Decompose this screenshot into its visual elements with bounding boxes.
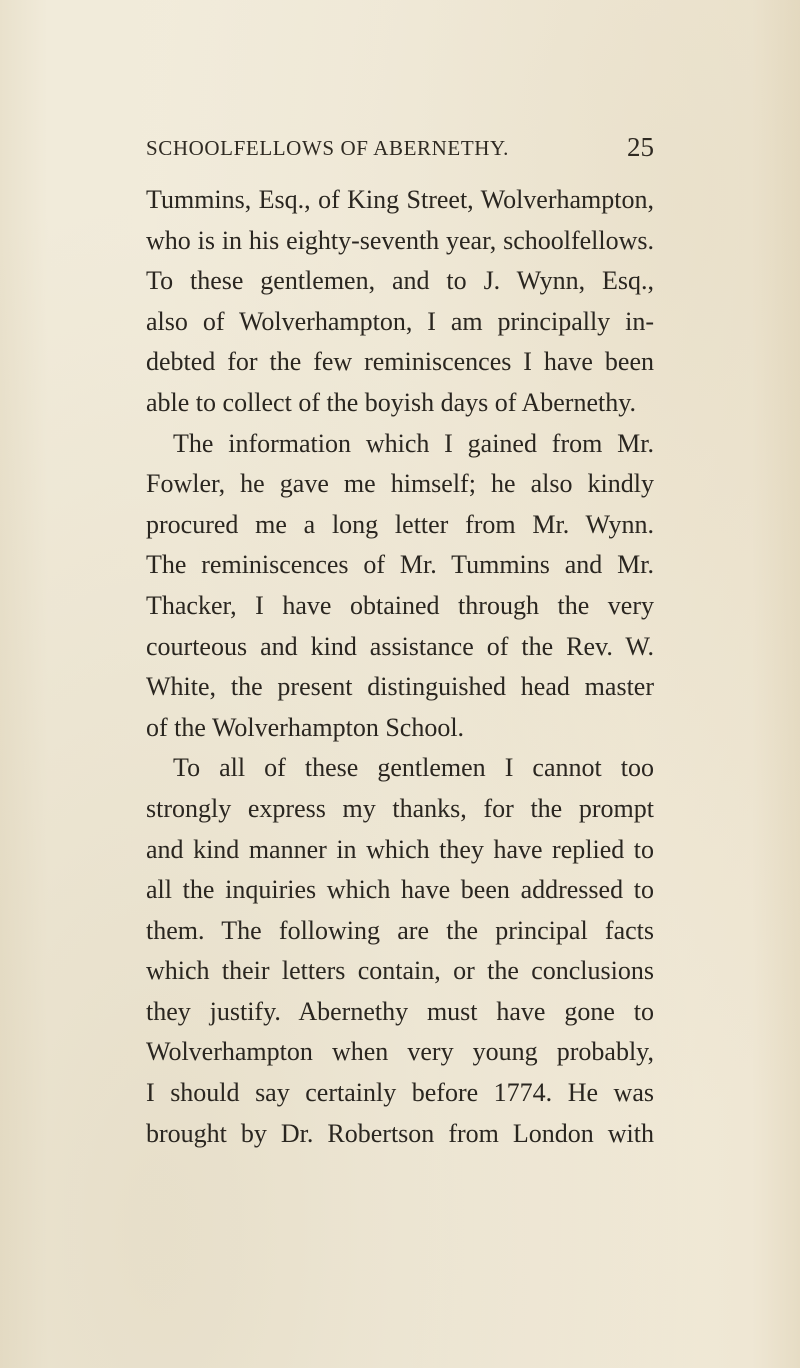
- text-line: courteous and kind assistance of the Rev. W.: [146, 631, 654, 661]
- text-line: Fowler, he gave me himself; he also kindly: [146, 469, 654, 499]
- page-number: 25: [627, 132, 654, 162]
- text-line: The information which I gained from Mr.: [173, 428, 654, 458]
- text-line: To these gentlemen, and to J. Wynn, Esq.,: [146, 266, 654, 296]
- body-text: [146, 180, 654, 1154]
- text-line: To all of these gentlemen I cannot too: [173, 753, 654, 783]
- text-line: procured me a long letter from Mr. Wynn.: [146, 509, 654, 539]
- text-line: strongly express my thanks, for the prompt: [146, 793, 654, 823]
- text-line: brought by Dr. Robertson from London with: [146, 1118, 654, 1148]
- text-line: who is in his eighty-seventh year, schoolfellows.: [146, 225, 654, 255]
- text-line: able to collect of the boyish days of Abernethy.: [146, 387, 637, 417]
- text-line: which their letters contain, or the conclusions: [146, 956, 654, 986]
- text-line: Wolverhampton when very young probably,: [146, 1037, 654, 1067]
- text-line: also of Wolverhampton, I am principally in-: [146, 306, 654, 336]
- page-header: [146, 132, 654, 176]
- text-line: they justify. Abernethy must have gone to: [146, 996, 654, 1026]
- text-line: Thacker, I have obtained through the very: [146, 590, 654, 620]
- text-line: of the Wolverhampton School.: [146, 712, 465, 742]
- text-line: The reminiscences of Mr. Tummins and Mr.: [146, 550, 654, 580]
- text-line: and kind manner in which they have replied to: [146, 834, 654, 864]
- text-line: I should say certainly before 1774. He was: [146, 1078, 654, 1108]
- text-line: all the inquiries which have been addressed to: [146, 875, 654, 905]
- text-line: White, the present distinguished head master: [146, 672, 654, 702]
- text-line: them. The following are the principal facts: [146, 915, 654, 945]
- running-head: SCHOOLFELLOWS OF ABERNETHY.: [146, 136, 509, 160]
- text-line: debted for the few reminiscences I have been: [146, 347, 654, 377]
- text-line: Tummins, Esq., of King Street, Wolverhampton,: [146, 185, 654, 214]
